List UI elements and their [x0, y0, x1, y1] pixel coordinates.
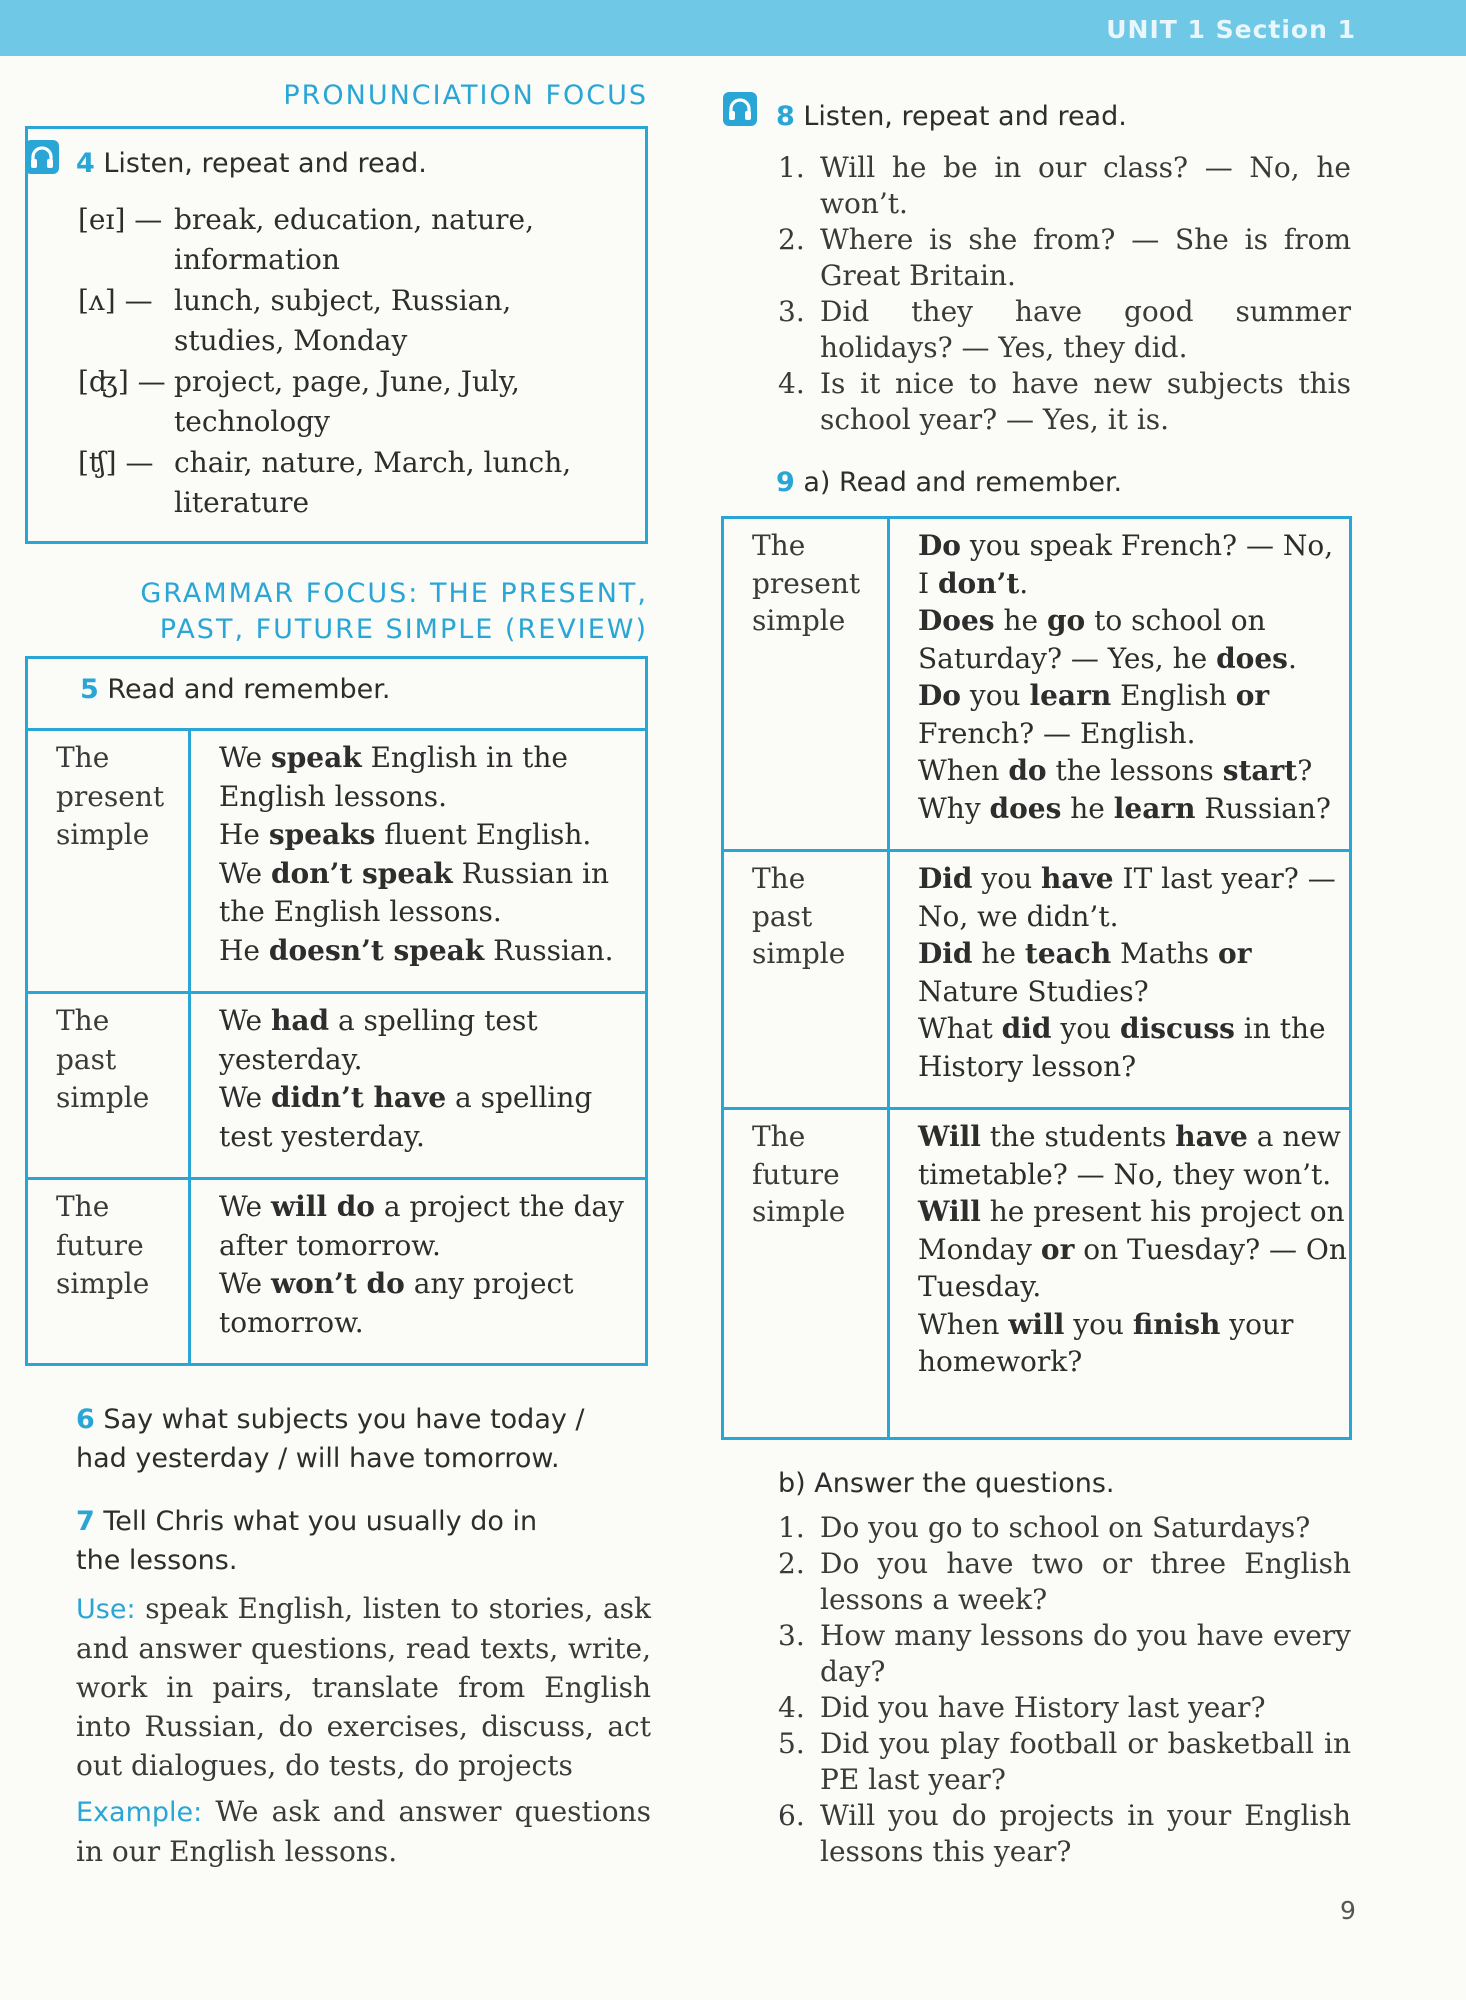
task-9b-list	[778, 1510, 1351, 1870]
page-number: 9	[1340, 1896, 1356, 1925]
list-item: 3. Did they have good summer holidays? — Yes, they did.	[778, 295, 1351, 364]
unit-label: UNIT 1 Section 1	[1106, 15, 1356, 44]
task-8-title: 8 Listen, repeat and read.	[776, 101, 1127, 132]
tense-label: The future simple	[27, 1179, 190, 1365]
example-text: Example: We ask and answer questions in our English lessons.	[76, 1795, 652, 1868]
example-cell: We will do a project the day after tomorrow. We won’t do any project tomorrow.	[190, 1179, 647, 1365]
headphones-icon[interactable]	[723, 92, 757, 126]
example-cell: We had a spelling test yesterday. We didn’t have a spelling test yesterday.	[190, 993, 647, 1179]
list-item: 2. Do you have two or three English lessons a week?	[778, 1547, 1351, 1616]
tense-label: The present simple	[27, 730, 190, 993]
list-item: 5. Did you play football or basketball in PE last year?	[778, 1727, 1351, 1796]
task-6: 6 Say what subjects you have today / had yesterday / will have tomorrow.	[76, 1404, 585, 1474]
question-forms-table	[721, 516, 1352, 1440]
task-7: 7 Tell Chris what you usually do in the lessons.	[76, 1506, 538, 1576]
tense-label: The past simple	[723, 851, 889, 1109]
grammar-heading: GRAMMAR FOCUS: THE PRESENT, PAST, FUTURE SIMPLE (REVIEW)	[140, 578, 648, 645]
task-8-list	[778, 150, 1351, 438]
list-item: 1. Will he be in our class? — No, he won’t.	[778, 151, 1351, 220]
list-item: 4. Did you have History last year?	[778, 1691, 1266, 1724]
pronunciation-heading: PRONUNCIATION FOCUS	[283, 80, 648, 111]
list-item: 3. How many lessons do you have every day?	[778, 1619, 1351, 1688]
phoneme-row: [ʌ] — lunch, subject, Russian, studies, Monday	[78, 284, 512, 357]
list-item: 4. Is it nice to have new subjects this school year? — Yes, it is.	[778, 367, 1351, 436]
phoneme-row: [eɪ] — break, education, nature, information	[78, 203, 535, 276]
grammar-table	[25, 656, 648, 1366]
example-cell: Will the students have a new timetable? — No, they won’t. Will he present his project on Monday or on Tuesday? — On Tuesday. When will you finish your homework?	[889, 1109, 1351, 1439]
tense-label: The present simple	[723, 518, 889, 851]
example-cell: Do you speak French? — No, I don’t. Does he go to school on Saturday? — Yes, he does. Do you learn English or French? — English. When do the lessons start? Why does he learn Russian?	[889, 518, 1351, 851]
task-4-title: 4 Listen, repeat and read.	[76, 148, 427, 179]
task-9-title: 9 a) Read and remember.	[776, 467, 1123, 498]
task-5-title: 5 Read and remember.	[27, 658, 647, 730]
phoneme-row: [ʤ] — project, page, June, July, technology	[78, 365, 520, 438]
phoneme-row: [ʧ] — chair, nature, March, lunch, literature	[78, 446, 572, 519]
use-text: Use: speak English, listen to stories, ask and answer questions, read texts, write, work in pairs, translate from English into Russian, do exercises, discuss, act out dialogues, do tests, do projects	[76, 1592, 651, 1782]
header-bar	[0, 0, 1466, 56]
example-cell: We speak English in the English lessons. He speaks fluent English. We don’t speak Russian in the English lessons. He doesn’t speak Russian.	[190, 730, 647, 993]
tense-label: The future simple	[723, 1109, 889, 1439]
task-9b-title: b) Answer the questions.	[778, 1468, 1115, 1499]
headphones-icon[interactable]	[25, 140, 59, 174]
example-cell: Did you have IT last year? — No, we didn’t. Did he teach Maths or Nature Studies? What did you discuss in the History lesson?	[889, 851, 1351, 1109]
tense-label: The past simple	[27, 993, 190, 1179]
list-item: 1. Do you go to school on Saturdays?	[778, 1511, 1311, 1544]
list-item: 6. Will you do projects in your English lessons this year?	[778, 1799, 1351, 1868]
list-item: 2. Where is she from? — She is from Great Britain.	[778, 223, 1351, 292]
